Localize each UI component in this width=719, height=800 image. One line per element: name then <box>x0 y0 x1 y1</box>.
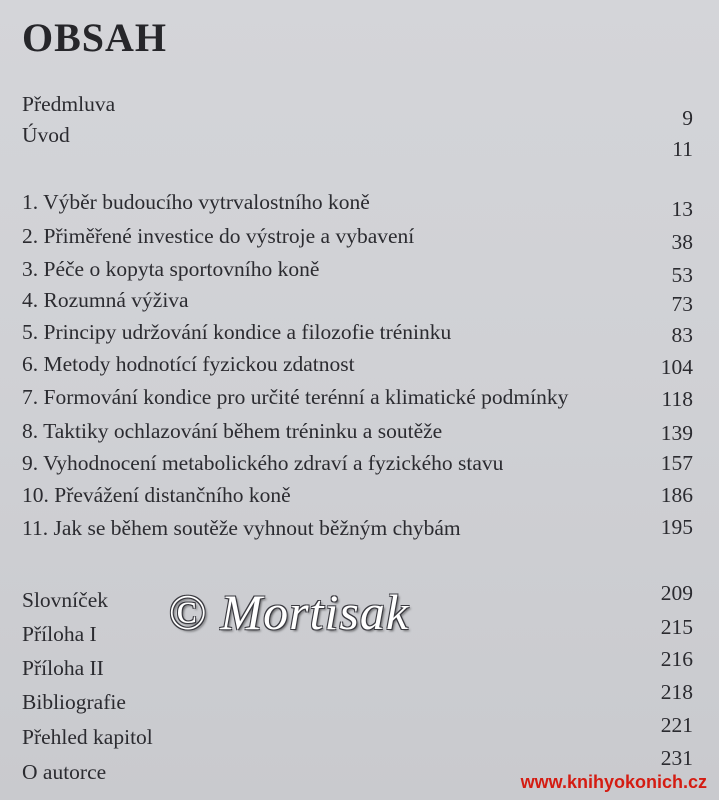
toc-page: 83 <box>671 323 693 347</box>
toc-page: 104 <box>660 355 693 379</box>
toc-row-uvod <box>0 123 719 161</box>
page-title: OBSAH <box>22 15 168 60</box>
toc-label: Slovníček <box>22 588 108 612</box>
toc-row-chapter-8 <box>0 419 719 449</box>
toc-page: 38 <box>671 230 693 254</box>
toc-row-priloha-2 <box>0 647 719 686</box>
toc-page: 221 <box>660 713 693 737</box>
toc-row-chapter-3 <box>0 257 719 287</box>
toc-row-chapter-11 <box>0 516 719 546</box>
toc-label: 4. Rozumná výživa <box>22 288 189 312</box>
toc-label: 1. Výběr budoucího vytrvalostního koně <box>22 190 370 214</box>
toc-row-chapter-4 <box>0 288 719 318</box>
toc-row-bibliografie <box>0 680 719 720</box>
toc-page: 209 <box>660 581 693 605</box>
toc-page: 215 <box>660 615 693 639</box>
toc-label: 11. Jak se během soutěže vyhnout běžným chybám <box>22 516 461 540</box>
toc-row-chapter-9 <box>0 451 719 481</box>
toc-page: 53 <box>671 263 693 287</box>
toc-label: 7. Formování kondice pro určité terénní a klimatické podmínky <box>22 385 569 409</box>
toc-label: 5. Principy udržování kondice a filozofie tréninku <box>22 320 452 344</box>
toc-row-predmluva <box>0 92 719 130</box>
toc-label: Předmluva <box>22 92 116 116</box>
toc-page: 231 <box>660 746 693 770</box>
toc-page: 157 <box>660 451 693 475</box>
toc-page: 11 <box>672 137 693 161</box>
toc-row-chapter-6 <box>0 352 719 382</box>
toc-page: 9 <box>682 106 693 130</box>
toc-row-prehled-kapitol <box>0 713 719 755</box>
toc-row-chapter-2 <box>0 224 719 254</box>
toc-page: 216 <box>660 647 693 671</box>
toc-label: Příloha I <box>22 622 97 646</box>
toc-label: 6. Metody hodnotící fyzickou zdatnost <box>22 352 355 376</box>
toc-label: 2. Přiměřené investice do výstroje a vybavení <box>22 224 415 248</box>
toc-label: Úvod <box>22 123 70 147</box>
toc-page: 13 <box>671 197 693 221</box>
toc-label: O autorce <box>22 760 107 784</box>
toc-page: 195 <box>660 515 693 539</box>
toc-page: 186 <box>660 483 693 507</box>
toc-label: Přehled kapitol <box>22 725 153 749</box>
site-url-watermark: www.knihyokonich.cz <box>520 772 707 792</box>
toc-page: 139 <box>660 421 693 445</box>
toc-row-chapter-7 <box>0 385 719 415</box>
toc-page: 218 <box>660 680 693 704</box>
toc-label: Bibliografie <box>22 690 126 714</box>
toc-page: 73 <box>671 292 693 316</box>
toc-label: 8. Taktiky ochlazování během tréninku a soutěže <box>22 419 443 443</box>
toc-row-chapter-5 <box>0 320 719 350</box>
toc-row-chapter-10 <box>0 483 719 513</box>
toc-label: 9. Vyhodnocení metabolického zdraví a fyzického stavu <box>22 451 504 475</box>
toc-row-chapter-1 <box>0 190 719 220</box>
toc-label: Příloha II <box>22 656 104 680</box>
copyright-watermark: © Mortisak <box>168 584 410 640</box>
toc-page: 118 <box>661 387 693 411</box>
toc-label: 3. Péče o kopyta sportovního koně <box>22 257 320 281</box>
toc-label: 10. Převážení distančního koně <box>22 483 291 507</box>
